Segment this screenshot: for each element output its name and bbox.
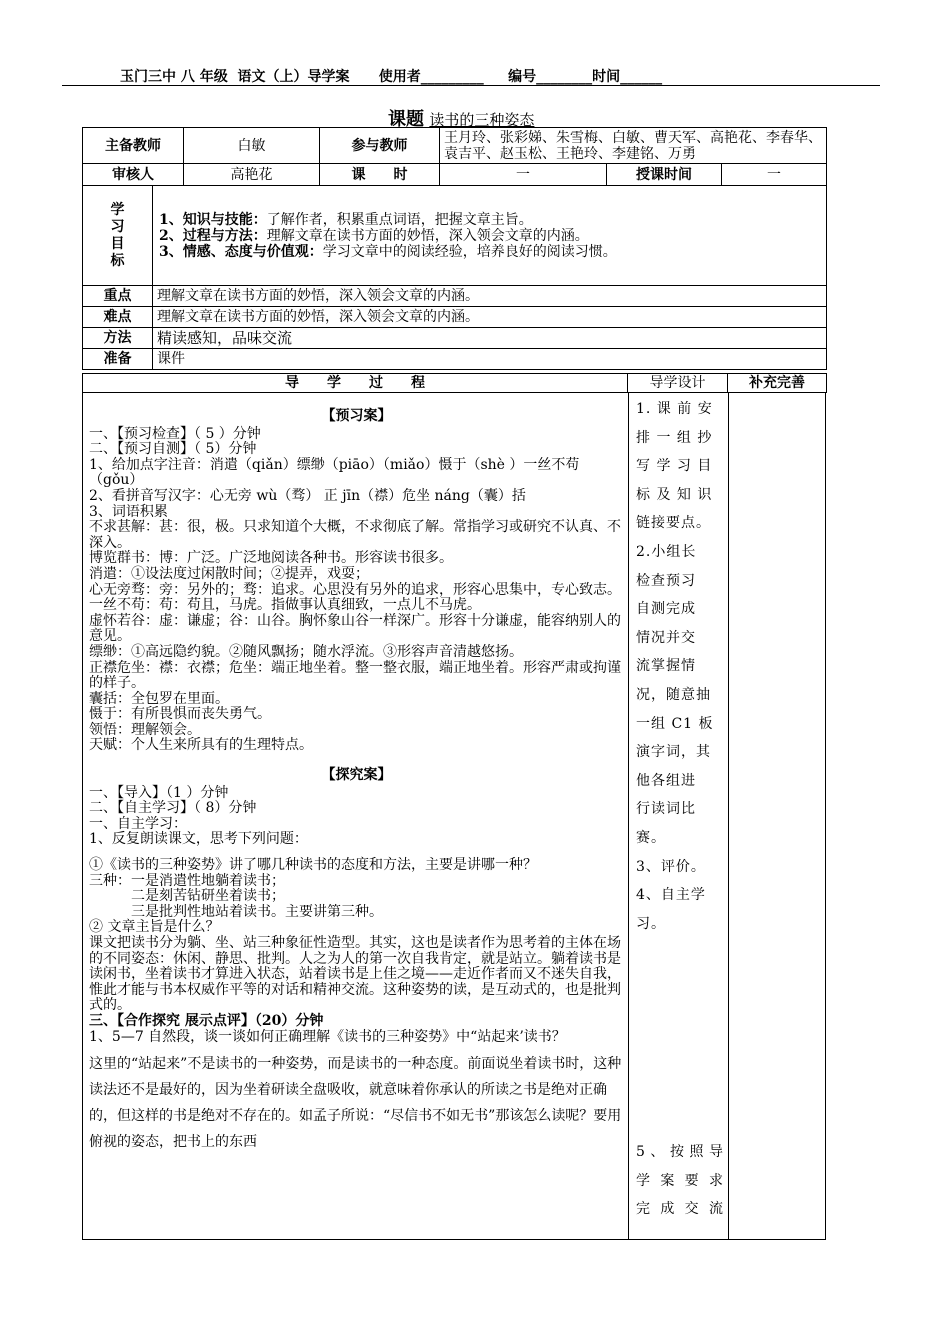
time-label: 授课时间	[607, 164, 722, 186]
preview-line: 一、【预习检查】（ 5 ）分钟	[89, 425, 261, 442]
preview-line: 正襟危坐：襟：衣襟；危坐：端正地坐着。整一整衣服，端正地坐着。形容严肃或拘谨的样子。	[89, 659, 621, 692]
preview-line: 消遣：①设法度过闲散时间；②提弄，戏耍；	[89, 565, 369, 582]
preview-title: 【预习案】	[321, 408, 392, 424]
participants: 王月玲、张彩娣、朱雪梅、白敏、曹天军、高艳花、李春华、袁吉平、赵玉松、王艳玲、李建铭、万勇	[440, 128, 827, 164]
participants-label: 参与教师	[320, 128, 440, 164]
explore-line: 一、自主学习：	[89, 815, 187, 832]
prep-label: 准备	[83, 349, 153, 370]
design-line: 学案要求	[636, 1172, 724, 1189]
explore-title: 【探究案】	[321, 767, 392, 784]
method-label: 方法	[83, 328, 153, 349]
preview-line: 天赋：个人生来所具有的生理特点。	[89, 737, 313, 754]
preview-line: 慑于：有所畏惧而丧失勇气。	[89, 706, 271, 723]
title-text: 读书的三种姿态	[429, 111, 535, 129]
design-line: 5、按照导	[636, 1144, 724, 1160]
question-2: ② 文章主旨是什么？	[89, 919, 220, 936]
period: 一	[440, 164, 607, 186]
preview-line: 1、给加点字注音：消遣（qiǎn）缥缈（piāo）（miǎo）慑于（shè ）一丝不苟（gǒu）	[89, 456, 580, 489]
period-label: 课 时	[320, 164, 440, 186]
coop-heading: 三、【合作探究 展示点评】（20）分钟	[89, 1012, 324, 1029]
design-line: 写 学 习 目	[636, 458, 713, 475]
preview-line: 一丝不苟：苟：苟且，马虎。指做事认真细致，一点儿不马虎。	[89, 597, 481, 614]
objectives-table	[82, 185, 827, 370]
design-line: 演字词，其	[636, 744, 711, 761]
design-line: 习。	[636, 915, 666, 932]
answer-1-line: 三种：一是消遣性地躺着读书；	[89, 872, 285, 889]
time: 一	[722, 164, 827, 186]
design-line: 况，随意抽	[636, 686, 711, 703]
prep-value: 课件	[153, 349, 827, 370]
design-line: 1. 课 前 安	[636, 401, 713, 417]
title-label: 课题	[388, 109, 424, 130]
preview-line: 囊括：全包罗在里面。	[89, 690, 229, 707]
design-line: 一组 C1 板	[636, 715, 714, 732]
preview-line: 3、词语积累	[89, 503, 168, 520]
coop-answer: 这里的“站起来”不是读书的一种姿势，而是读书的一种态度。前面说坐着读书时，这种读法还不是最好的，因为坐着研读全盘吸收，就意味着你承认的所读之书是绝对正确的，但这样的书是绝对不存在的。如孟子所说：“尽信书不如无书”那该怎么读呢？要用俯视的姿态，把书上的东西	[89, 1056, 622, 1151]
process-body	[82, 392, 826, 1240]
objective-item: 3、情感、态度与价值观：学习文章中的阅读经验，培养良好的阅读习惯。	[159, 243, 617, 260]
design-line: 情况并交	[636, 629, 696, 646]
process-heading: 导 学 过 程	[83, 374, 628, 393]
answer-1-line: 三是批判性地站着读书。主要讲第三种。	[89, 903, 383, 920]
preview-line: 心无旁骛：旁：另外的；骛：追求。心思没有另外的追求，形容心思集中，专心致志。	[89, 581, 621, 598]
main-teacher: 白敏	[184, 128, 320, 164]
main-teacher-label: 主备教师	[83, 128, 184, 164]
preview-line: 2、看拼音写汉字：心无旁 wù（骛） 正 jīn（襟）危坐 náng（囊）括	[89, 487, 526, 504]
design-line: 2.小组长	[636, 543, 697, 560]
supplement-heading: 补充完善	[728, 374, 827, 393]
design-line: 流掌握情	[636, 658, 696, 675]
header-rule	[62, 85, 880, 86]
preview-line: 虚怀若谷：虚：谦虚；谷：山谷。胸怀象山谷一样深广。形容十分谦虚，能容纳别人的意见。	[89, 612, 621, 645]
preview-line: 缥缈：①高远隐约貌。②随风飘扬；随水浮流。③形容声音清越悠扬。	[89, 643, 523, 660]
objectives-label: 学习目标	[83, 186, 153, 286]
design-line: 检查预习	[636, 572, 696, 589]
design-line: 4、自主学	[636, 887, 706, 904]
answer-1-line: 二是刻苦钻研坐着读书；	[89, 888, 285, 905]
info-table	[82, 127, 827, 186]
design-line: 链接要点。	[636, 515, 711, 532]
difficulty-label: 难点	[83, 307, 153, 328]
answer-2: 课文把读书分为躺、坐、站三种象征性造型。其实，这也是读者作为思考着的主体在场的不同姿态：休闲、静思、批判。人之为人的第一次自我肯定，就是站立。躺着读书是读闲书，坐着读书才算进入状态，站着读书是上佳之境——走近作者而又不迷失自我，惟此才能与书本权威作平等的对话和精神交流。这种姿势的读，是互动式的，也是批判式的。	[89, 935, 621, 1014]
design-heading: 导学设计	[628, 374, 728, 393]
objectives-list	[153, 186, 827, 286]
design-line: 排 一 组 抄	[636, 429, 713, 446]
objective-item: 2、过程与方法：理解文章在读书方面的妙悟，深入领会文章的内涵。	[159, 227, 589, 244]
method-value: 精读感知，品味交流	[153, 328, 827, 349]
design-line: 完成交流	[636, 1201, 724, 1218]
page-header: 玉门三中 八 年级 语文（上）导学案 使用者_________ 编号________时间______	[120, 69, 663, 85]
preview-line: 二、【预习自测】（ 5）分钟	[89, 441, 257, 458]
preview-line: 不求甚解：甚：很，极。只求知道个大概，不求彻底了解。常指学习或研究不认真、不深入。	[89, 519, 621, 551]
process-column	[89, 403, 624, 1155]
explore-line: 二、【自主学习】（ 8）分钟	[89, 800, 257, 817]
explore-line: 一、【导入】（1 ）分钟	[89, 784, 229, 801]
design-line: 赛。	[636, 829, 666, 846]
preview-line: 博览群书：博：广泛。广泛地阅读各种书。形容读书很多。	[89, 550, 453, 567]
objective-item: 1、知识与技能：了解作者，积累重点词语，把握文章主旨。	[159, 211, 533, 228]
design-line: 他各组进	[636, 772, 696, 789]
reviewer: 高艳花	[184, 164, 320, 186]
design-line: 行读词比	[636, 801, 696, 818]
process-header	[82, 373, 827, 393]
design-notes-2	[636, 1138, 724, 1224]
difficulty-value: 理解文章在读书方面的妙悟，深入领会文章的内涵。	[153, 307, 827, 328]
reviewer-label: 审核人	[83, 164, 184, 186]
key-label: 重点	[83, 286, 153, 307]
question-1: ①《读书的三种姿势》讲了哪几种读书的态度和方法，主要是讲哪一种？	[89, 857, 537, 874]
key-value: 理解文章在读书方面的妙悟，深入领会文章的内涵。	[153, 286, 827, 307]
design-line: 标 及 知 识	[636, 486, 713, 503]
design-line: 自测完成	[636, 601, 696, 618]
explore-line: 1、反复朗读课文，思考下列问题：	[89, 831, 308, 848]
design-notes	[636, 395, 724, 938]
design-line: 3、评价。	[636, 858, 706, 875]
preview-line: 领悟：理解领会。	[89, 721, 201, 738]
coop-question: 1、5—7 自然段，谈一谈如何正确理解《读书的三种姿势》中“站起来’读书？	[89, 1028, 566, 1045]
